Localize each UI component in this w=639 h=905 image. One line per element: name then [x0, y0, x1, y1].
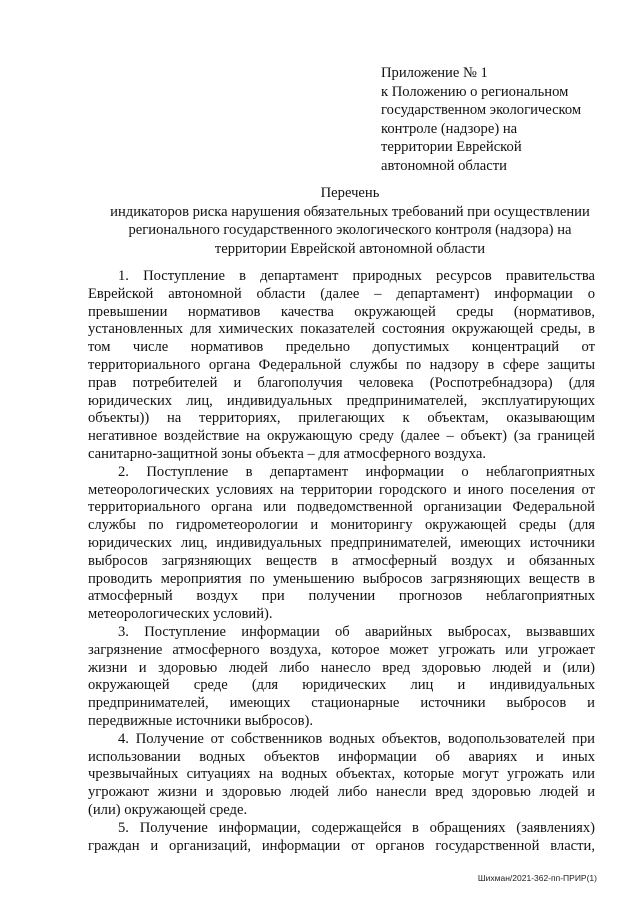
text-line: том числе нормативов предельно допустимых концентраций от [88, 339, 595, 356]
text-line: Еврейской автономной области (далее – департамент) информации о [88, 285, 595, 302]
text-line: территориального органа Федеральной службы по надзору в сфере защиты [88, 356, 595, 373]
paragraph-5 [88, 820, 595, 856]
text-line: использовании водных объектов информации об авариях и иных [88, 748, 595, 765]
document-heading [60, 184, 639, 258]
text-line: службы по гидрометеорологии и мониторингу окружающей среды (для [88, 517, 595, 534]
appendix-header [381, 64, 621, 176]
text-line: загрязнение атмосферного воздуха, которое может угрожать или угрожает [88, 641, 595, 658]
text-line: 4. Получение от собственников водных объектов, водопользователей при [118, 730, 595, 747]
text-line: проводить мероприятия по уменьшению выбросов загрязняющих веществ в [88, 570, 595, 587]
text-line: территориального органа или подведомственной организации Федеральной [88, 499, 595, 516]
text-line: чрезвычайных ситуациях на водных объектах, которые могут угрожать или [88, 766, 595, 783]
heading-subtitle-line: территории Еврейской автономной области [214, 240, 486, 257]
paragraph-1 [88, 268, 595, 464]
text-line: предпринимателей, имеющих стационарные источники выбросов и [88, 695, 595, 712]
document-code: Шихман/2021-362-пп-ПРИР(1) [477, 873, 597, 883]
appendix-line: Приложение № 1 [381, 65, 488, 81]
text-line: 2. Поступление в департамент информации о неблагоприятных [118, 463, 595, 480]
text-line: негативное воздействие на окружающую среду (далее – объект) (за границей [88, 428, 595, 445]
text-line: санитарно-защитной зоны объекта – для атмосферного воздуха. [88, 445, 486, 462]
text-line: угрожают жизни и здоровью людей либо нанесли вред здоровью людей и [88, 784, 595, 801]
document-body [88, 268, 595, 855]
text-line: метеорологических условиях на территории городского и иного поселения от [88, 481, 595, 498]
text-line: выбросов загрязняющих веществ в атмосферный воздух и обязанных [88, 552, 595, 569]
text-line: 5. Получение информации, содержащейся в обращениях (заявлениях) [118, 819, 595, 836]
appendix-line: автономной области [381, 157, 507, 174]
appendix-line: к Положению о региональном [381, 83, 569, 100]
text-line: жизни и здоровью людей либо нанесло вред здоровью людей и (или) [88, 659, 595, 676]
heading-subtitle-line: регионального государственного экологического контроля (надзора) на [128, 222, 572, 239]
text-line: 1. Поступление в департамент природных ресурсов правительства [118, 268, 595, 284]
text-line: 3. Поступление информации об аварийных выбросах, вызвавших [118, 623, 595, 640]
text-line: (или) окружающей среде. [88, 801, 248, 818]
text-line: установленных для химических показателей состояния окружающей среды, в [88, 321, 595, 338]
text-line: прав потребителей и благополучия человека (Роспотребнадзора) (для [88, 374, 595, 391]
appendix-line: контроле (надзоре) на [381, 120, 518, 137]
text-line: превышении нормативов качества окружающей среды (нормативов, [88, 303, 595, 320]
text-line: юридических лиц, индивидуальных предпринимателей, имеющих источники [88, 534, 595, 551]
text-line: передвижные источники выбросов). [88, 712, 313, 729]
text-line: граждан и организаций, информации от органов государственной власти, [88, 837, 595, 854]
text-line: окружающей среде (для юридических лиц и индивидуальных [88, 677, 595, 694]
heading-title: Перечень [320, 185, 380, 201]
appendix-line: территории Еврейской [381, 139, 522, 156]
paragraph-4 [88, 731, 595, 820]
text-line: метеорологических условий). [88, 606, 273, 623]
text-line: объекты)) на территориях, прилегающих к объектам, оказывающим [88, 410, 595, 427]
paragraph-3 [88, 624, 595, 731]
heading-subtitle-line: индикаторов риска нарушения обязательных требований при осуществлении [110, 203, 590, 220]
appendix-line: государственном экологическом [381, 102, 582, 119]
text-line: юридических лиц, индивидуальных предпринимателей, эксплуатирующих [88, 392, 595, 409]
text-line: атмосферный воздух при получении прогнозов неблагоприятных [88, 588, 595, 605]
paragraph-2 [88, 464, 595, 624]
